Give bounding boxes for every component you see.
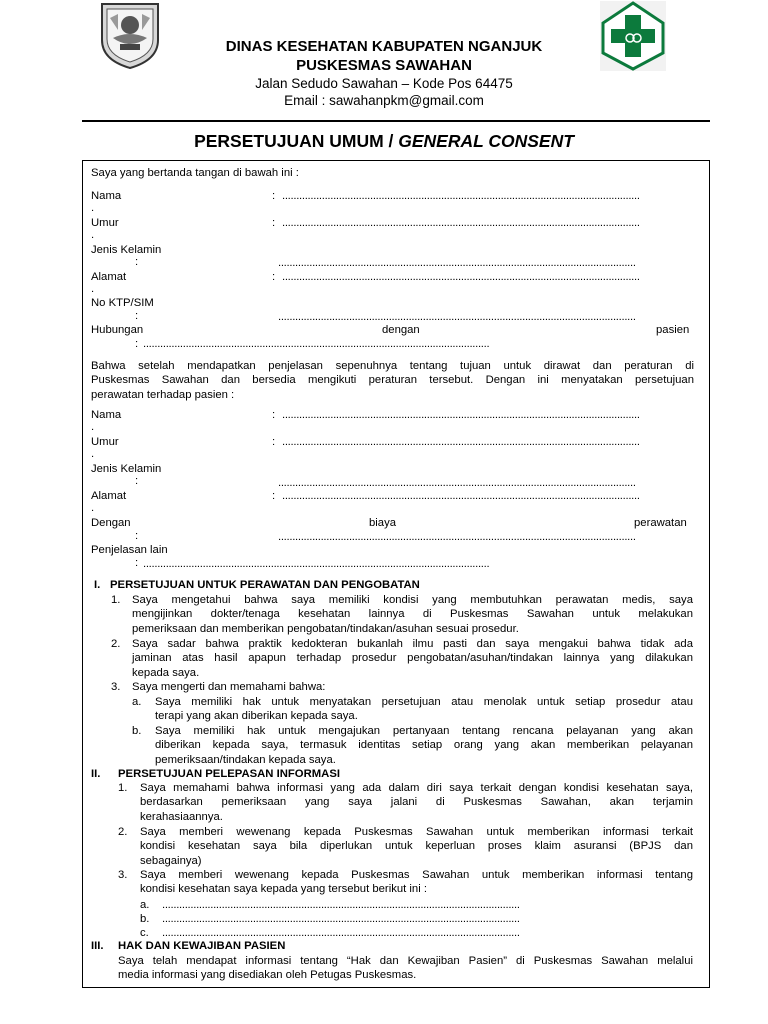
label-umur-pasien: Umur [91,436,119,448]
part2-number: II. [91,768,101,780]
item-line: Saya memahami bahwa informasi yang ada dalam diri saya terkait dengan kondisi kesehatan saya, [140,782,693,794]
part2-item-2 [140,825,693,868]
intro-text: Saya yang bertanda tangan di bawah ini : [91,167,299,179]
label-biaya: biaya [369,517,397,529]
label-dengan: dengan [382,324,420,336]
field-nama-pasien[interactable]: .............................................................................................................................. [282,409,640,421]
statement-line: perawatan terhadap pasien : [91,388,235,401]
statement-paragraph [91,359,694,402]
label-jenis-kelamin-pasien: Jenis Kelamin [91,463,162,475]
label-jenis-kelamin: Jenis Kelamin [91,244,162,256]
part3-heading: HAK DAN KEWAJIBAN PASIEN [118,940,286,952]
label-dengan-biaya: Dengan [91,517,131,529]
colon: : [135,338,139,350]
part1-subitem-b [155,724,693,767]
label-no-ktp: No KTP/SIM [91,297,154,309]
part1-heading: PERSETUJUAN UNTUK PERAWATAN DAN PENGOBATAN [110,579,420,591]
part2-heading: PERSETUJUAN PELEPASAN INFORMASI [118,768,340,780]
item-line: Saya sadar bahwa praktik kedokteran bukanlah ilmu pasti dan saya mengakui bahwa tidak ada [132,638,693,650]
item-line: Saya memberi wewenang kepada Puskesmas Sawahan untuk memberikan informasi terkait [140,826,693,838]
field-biaya[interactable]: .............................................................................................................................. [278,531,636,543]
label-perawatan: perawatan [634,517,687,529]
colon: : [272,436,276,448]
agency-name: DINAS KESEHATAN KABUPATEN NGANJUK [225,38,543,55]
list-number: 3. [111,681,121,693]
list-letter: a. [140,899,150,911]
item-line: Saya memiliki hak untuk mengajukan pertanyaan tentang rencana pelayanan yang akan [155,725,693,737]
item-line: jaminan atas hasil apapun terhadap prosedur pengobatan/asuhan/tindakan lainnya yang dilakukan [132,652,693,665]
dot: . [91,448,95,460]
part1-subitem-a [155,695,693,724]
part3-paragraph [118,954,693,983]
part1-number: I. [94,579,101,591]
field-recipient-c[interactable]: .............................................................................................................................. [162,927,520,939]
list-letter: b. [140,913,150,925]
list-letter: a. [132,696,142,708]
field-hubungan[interactable]: .......................................................................................................................... [143,338,490,350]
colon: : [135,557,139,569]
item-line: berdasarkan pemeriksaan yang saya jalani di Puskesmas Sawahan, akan terjamin [140,796,693,809]
colon: : [135,530,139,542]
field-jenis-kelamin[interactable]: .............................................................................................................................. [278,257,636,269]
field-no-ktp[interactable]: .............................................................................................................................. [278,311,636,323]
colon: : [135,310,139,322]
colon: : [135,256,139,268]
clinic-address: Jalan Sedudo Sawahan – Kode Pos 64475 [255,76,513,91]
part1-item-2 [132,637,693,680]
list-letter: b. [132,725,142,737]
label-alamat-pasien: Alamat [91,490,127,502]
field-alamat-pasien[interactable]: .............................................................................................................................. [282,490,640,502]
field-umur-pasien[interactable]: .............................................................................................................................. [282,436,640,448]
list-number: 2. [111,638,121,650]
label-pasien: pasien [656,324,690,336]
field-recipient-a[interactable]: .............................................................................................................................. [162,899,520,911]
label-nama-pasien: Nama [91,409,122,421]
item-line: Saya mengetahui bahwa saya memiliki kondisi yang membutuhkan perawatan medis, saya [132,594,693,606]
dot: . [91,202,95,214]
colon: : [272,190,276,202]
header-rule-thick [82,120,710,122]
colon: : [272,217,276,229]
item-line: Saya memberi wewenang kepada Puskesmas Sawahan untuk memberikan informasi tentang [140,869,693,881]
field-umur[interactable]: .............................................................................................................................. [282,217,640,229]
item-line: kerahasiaannya. [140,810,223,823]
field-recipient-b[interactable]: .............................................................................................................................. [162,913,520,925]
item-line: terapi yang akan diberikan kepada saya. [155,710,358,723]
item-line: mengijinkan dokter/tenaga kesehatan lainnya di Puskesmas Sawahan untuk melakukan [132,608,693,621]
dot: . [91,229,95,241]
item-line: pemeriksaan dan memberikan pengobatan/tindakan/asuhan sesuai prosedur. [132,622,519,635]
item-line: media informasi yang disediakan oleh Petugas Puskesmas. [118,969,417,982]
colon: : [272,271,276,283]
label-nama: Nama [91,190,122,202]
item-line: sebagainya) [140,854,202,867]
list-letter: c. [140,927,149,939]
statement-line: Puskesmas Sawahan dan bersedia mengikuti peraturan tersebut. Dengan ini menyatakan persetujuan [91,374,694,387]
label-hubungan: Hubungan [91,324,144,336]
part1-item-1 [132,593,693,636]
field-nama[interactable]: .............................................................................................................................. [282,190,640,202]
list-number: 3. [118,869,128,881]
page-title: PERSETUJUAN UMUM / GENERAL CONSENT [194,131,574,151]
label-umur: Umur [91,217,119,229]
dot: . [91,502,95,514]
dot: . [91,421,95,433]
item-line: Saya memiliki hak untuk menyatakan persetujuan atau menolak untuk setiap prosedur atau [155,696,693,708]
part2-item-1 [140,781,693,824]
item-line: pemeriksaan/tindakan kepada saya. [155,753,336,766]
field-jenis-kelamin-pasien[interactable]: .............................................................................................................................. [278,477,636,489]
item-line: kepada saya. [132,666,200,679]
item-line: diberikan kepada saya, termasuk identitas setiap orang yang akan memberikan pelayanan [155,739,693,752]
colon: : [272,490,276,502]
colon: : [135,475,139,487]
label-alamat: Alamat [91,271,127,283]
part2-item-3 [140,868,693,897]
clinic-name: PUSKESMAS SAWAHAN [296,57,472,74]
field-penjelasan-lain[interactable]: .......................................................................................................................... [143,558,490,570]
part1-item-3: Saya mengerti dan memahami bahwa: [132,681,326,693]
item-line: kondisi kesehatan saya bila diperlukan untuk keperluan proses klaim asuransi (BPJS dan [140,840,693,853]
statement-line: Bahwa setelah mendapatkan penjelasan sepenuhnya tentang tujuan untuk dirawat dan peraturan di [91,360,694,372]
label-penjelasan-lain: Penjelasan lain [91,544,168,556]
field-alamat[interactable]: .............................................................................................................................. [282,271,640,283]
item-line: Saya telah mendapat informasi tentang “Hak dan Kewajiban Pasien” di Puskesmas Sawahan melalui [118,955,693,967]
list-number: 1. [111,594,121,606]
list-number: 2. [118,826,128,838]
dot: . [91,283,95,295]
clinic-email: Email : sawahanpkm@gmail.com [284,93,484,108]
colon: : [272,409,276,421]
list-number: 1. [118,782,128,794]
item-line: kondisi kesehatan saya kepada yang tersebut berikut ini : [140,883,427,896]
part3-number: III. [91,940,104,952]
